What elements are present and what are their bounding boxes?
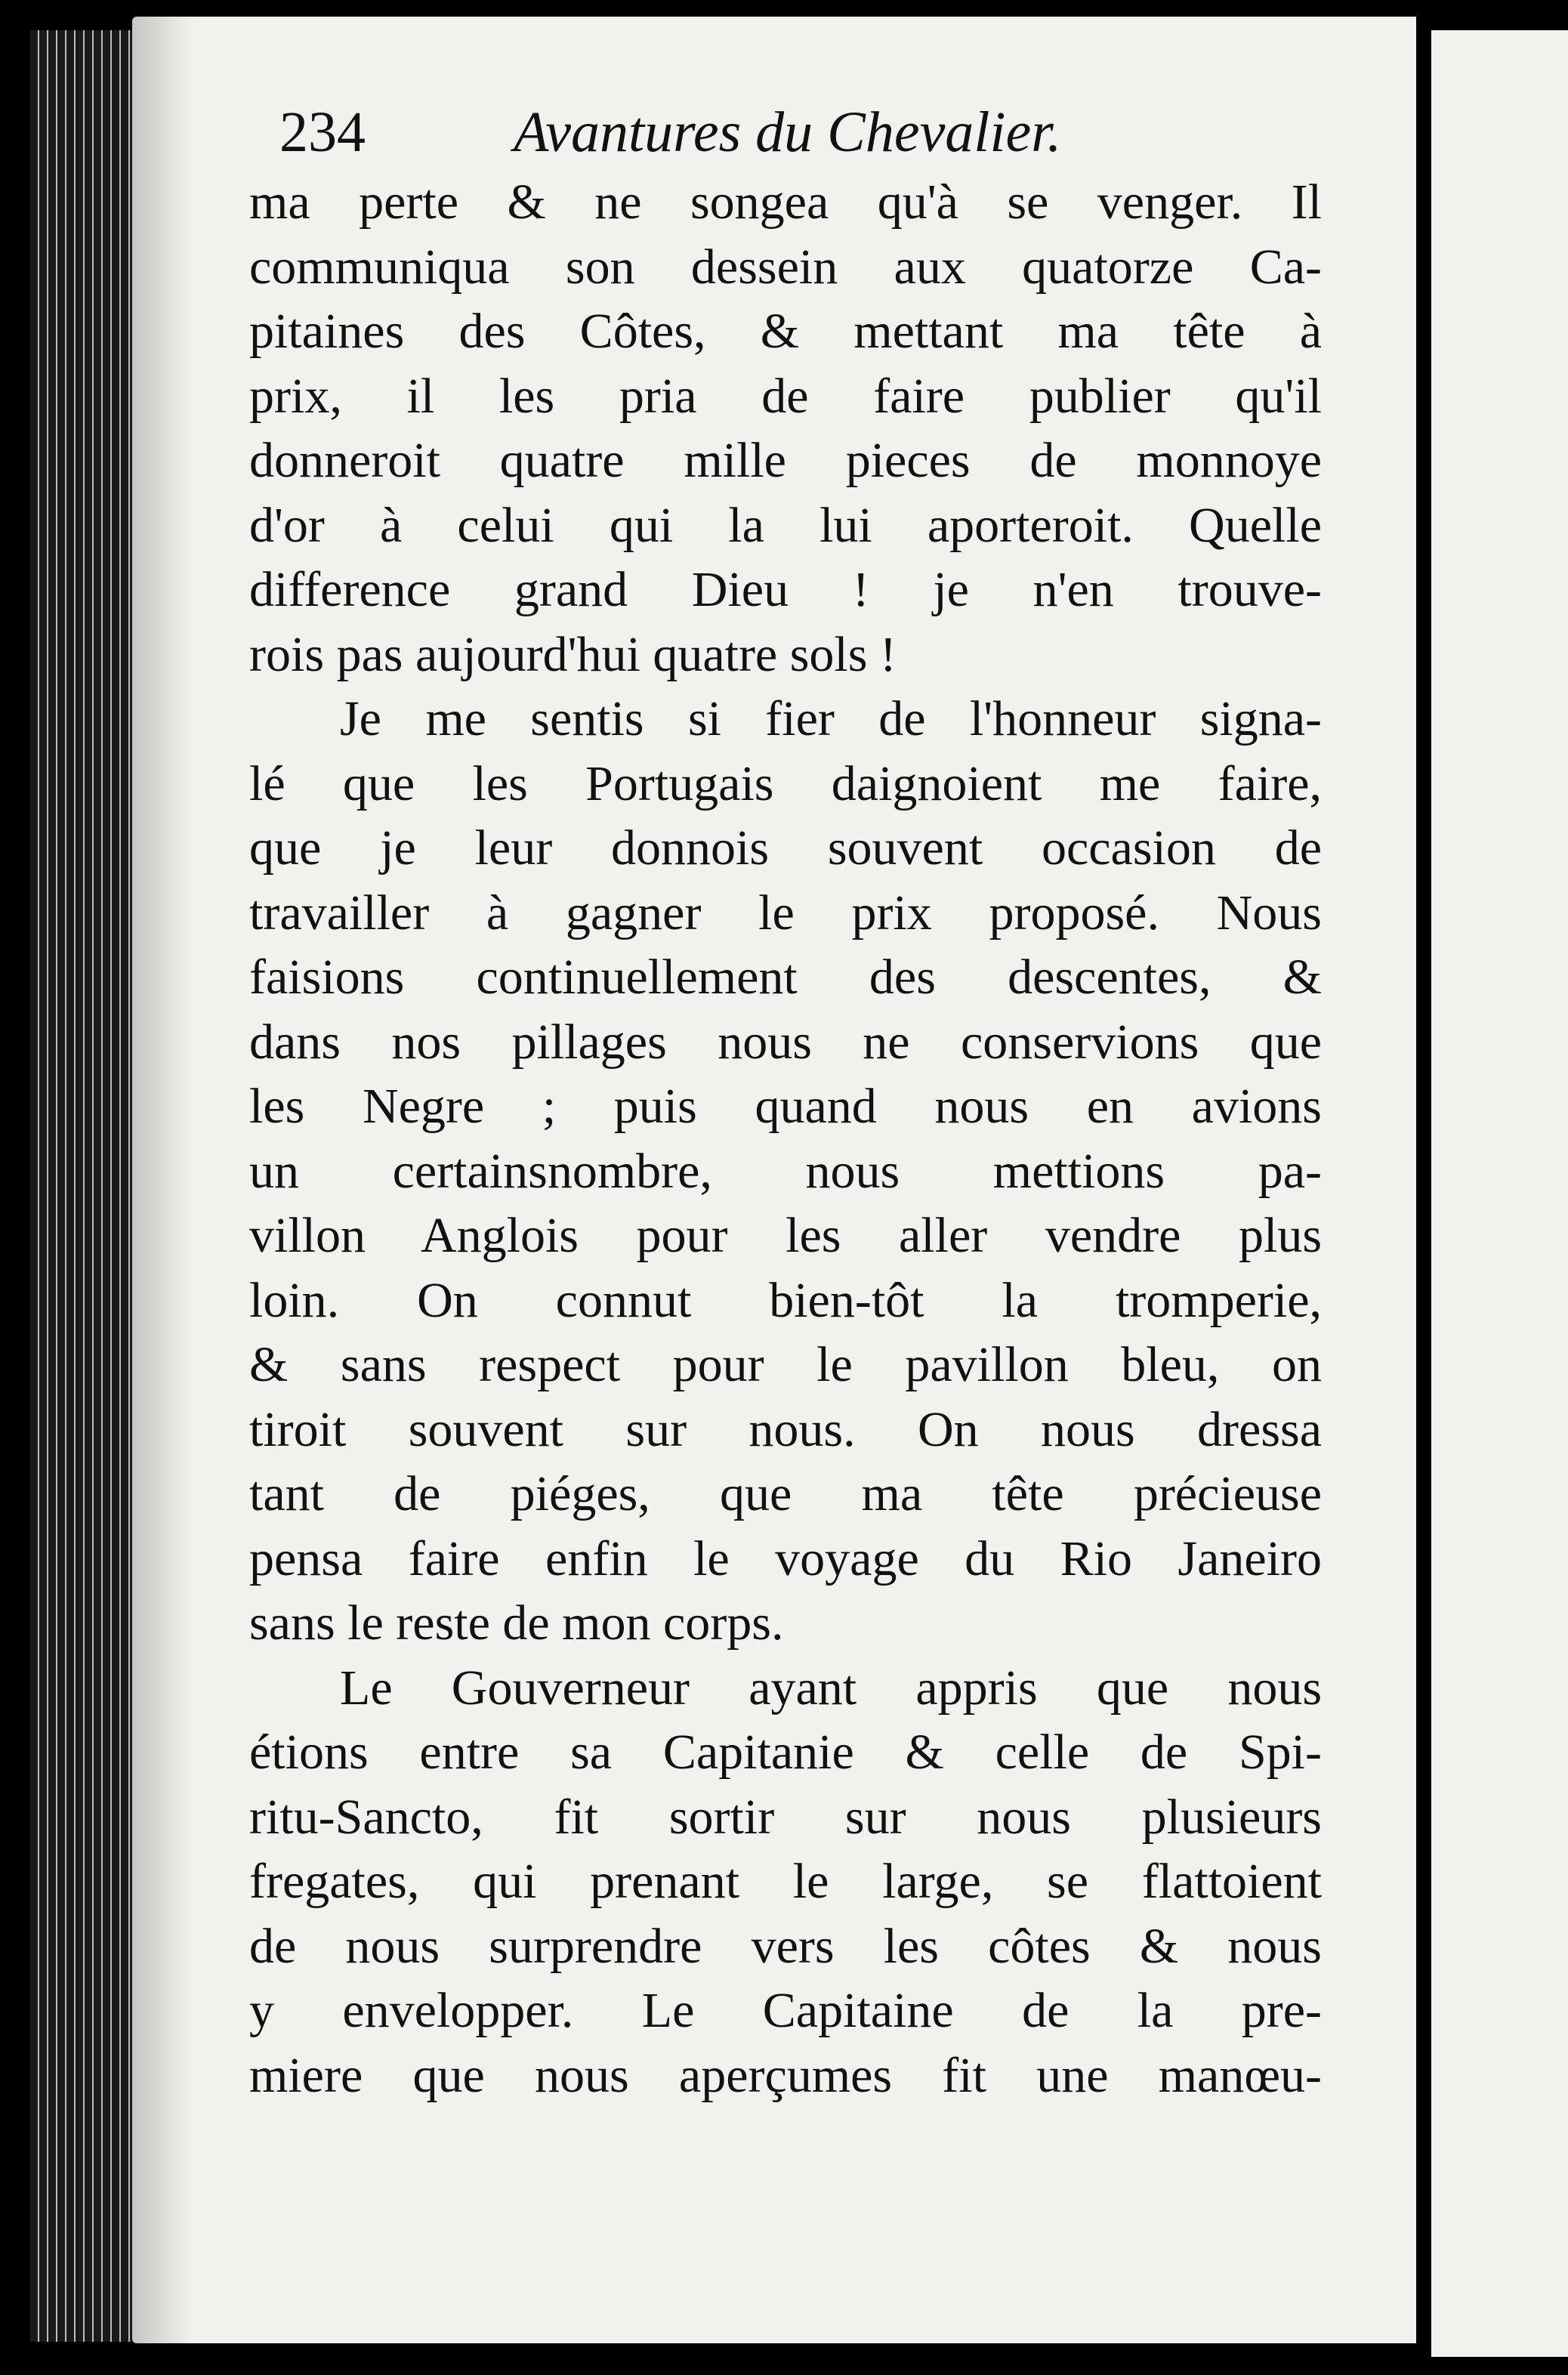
page-number: 234 [279, 100, 366, 164]
text-line: loin. On connut bien-tôt la tromperie, [249, 1272, 1322, 1328]
text-line: rois pas aujourd'hui quatre sols ! [249, 626, 897, 682]
text-line: faisions continuellement des descentes, & [249, 950, 1322, 1005]
text-line: de nous surprendre vers les côtes & nous [249, 1918, 1322, 1974]
binding-shadow [132, 17, 193, 2343]
text-line: lé que les Portugais daignoient me faire, [249, 755, 1322, 811]
running-title: Avantures du Chevalier. [514, 100, 1062, 164]
text-line: communiqua son dessein aux quatorze Ca- [249, 239, 1322, 295]
text-line: dans nos pillages nous ne conservions que [249, 1014, 1322, 1070]
text-line: villon Anglois pour les aller vendre plus [249, 1208, 1322, 1263]
text-line: sans le reste de mon corps. [249, 1595, 784, 1651]
text-line: travailler à gagner le prix proposé. Nous [249, 885, 1322, 940]
text-line: ritu-Sancto, fit sortir sur nous plusieurs [249, 1789, 1322, 1845]
text-line: tant de piéges, que ma tête précieuse [249, 1466, 1322, 1521]
facing-page-edge [1431, 30, 1568, 2357]
text-line: donneroit quatre mille pieces de monnoye [249, 433, 1322, 488]
text-line: que je leur donnois souvent occasion de [249, 820, 1322, 876]
page-edges [30, 30, 144, 2342]
text-line: fregates, qui prenant le large, se flattoient [249, 1854, 1322, 1909]
text-line: étions entre sa Capitanie & celle de Spi- [249, 1725, 1322, 1780]
text-line: Je me sentis si fier de l'honneur signa- [340, 691, 1322, 746]
text-line: pitaines des Côtes, & mettant ma tête à [249, 304, 1322, 359]
text-line: pensa faire enfin le voyage du Rio Janeiro [249, 1530, 1322, 1586]
text-line: prix, il les pria de faire publier qu'il [249, 368, 1322, 424]
text-line: difference grand Dieu ! je n'en trouve- [249, 562, 1322, 617]
text-line: un certainsnombre, nous mettions pa- [249, 1143, 1322, 1199]
body-text [249, 170, 1322, 2108]
text-line: d'or à celui qui la lui aporteroit. Quelle [249, 497, 1322, 553]
text-line: ma perte & ne songea qu'à se venger. Il [249, 174, 1322, 230]
text-line: tiroit souvent sur nous. On nous dressa [249, 1401, 1322, 1457]
text-line: miere que nous aperçumes fit une manœu- [249, 2047, 1322, 2103]
text-line: & sans respect pour le pavillon bleu, on [249, 1337, 1322, 1392]
text-line: y envelopper. Le Capitaine de la pre- [249, 1983, 1322, 2038]
text-line: les Negre ; puis quand nous en avions [249, 1079, 1322, 1134]
text-line: Le Gouverneur ayant appris que nous [340, 1660, 1322, 1716]
running-head [279, 94, 1322, 170]
